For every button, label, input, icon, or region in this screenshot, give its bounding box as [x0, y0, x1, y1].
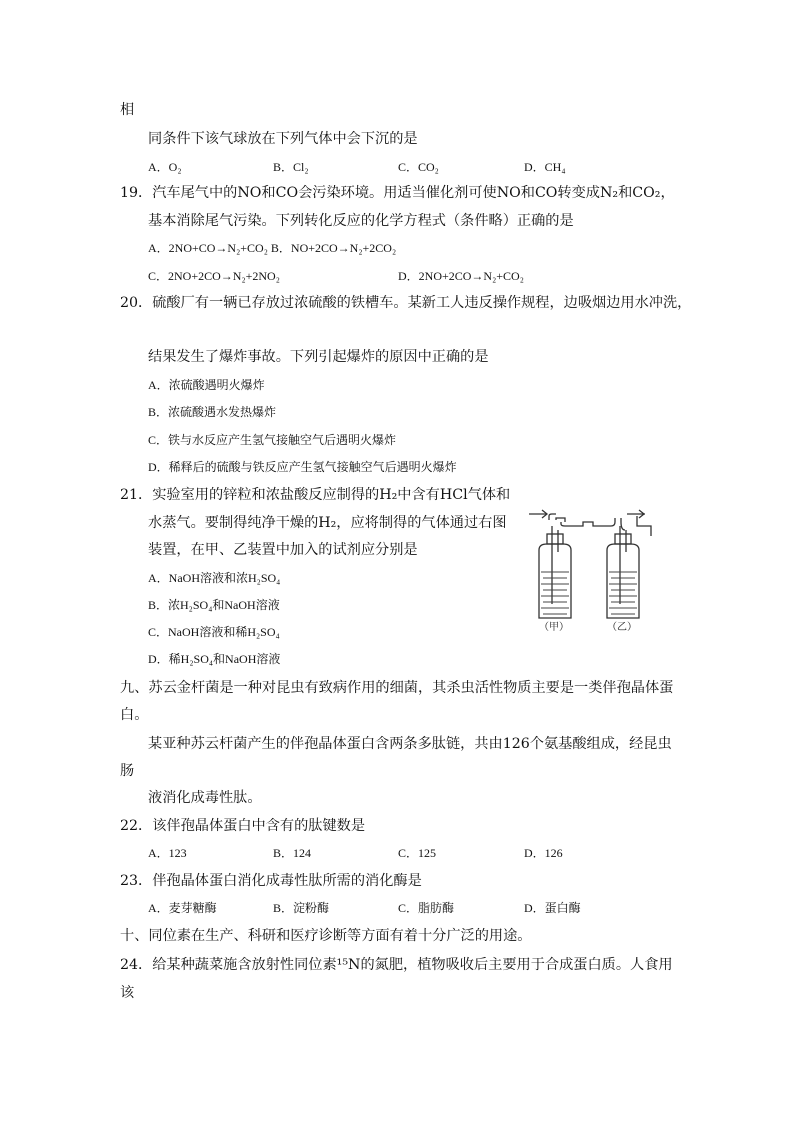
- question-21-stem-cont2: 装置，在甲、乙装置中加入的试剂应分别是: [148, 542, 418, 558]
- q23-option-b: B．淀粉酶: [273, 901, 330, 915]
- question-23-stem: 23．伴孢晶体蛋白消化成毒性肽所需的消化酶是: [120, 873, 422, 889]
- section-9-text-cont: 肠: [120, 763, 135, 779]
- q19-options-ab: A．2NO+CO→N₂+CO₂ B．NO+2CO→N₂+2CO₂: [148, 241, 397, 255]
- q23-option-d: D．蛋白酶: [524, 901, 581, 915]
- q21-option-c: C．NaOH溶液和稀H₂SO₄: [148, 625, 280, 639]
- q18-option-b: B．Cl₂: [273, 160, 309, 174]
- question-19-stem: 19．汽车尾气中的NO和CO会污染环境。用适当催化剂可使NO和CO转变成N₂和CO₂，: [120, 185, 675, 201]
- q20-option-a: A．浓硫酸遇明火爆炸: [148, 378, 265, 392]
- section-9-heading: 九、苏云金杆菌是一种对昆虫有致病作用的细菌，其杀虫活性物质主要是一类伴孢晶体蛋: [120, 680, 674, 696]
- q19-option-d: D．2NO+2CO→N₂+CO₂: [398, 269, 524, 283]
- q18-option-a: A．O₂: [148, 160, 182, 174]
- question-24-stem: 24．给某种蔬菜施含放射性同位素¹⁵N的氮肥，植物吸收后主要用于合成蛋白质。人食用: [120, 957, 673, 973]
- q22-option-c: C．125: [398, 846, 437, 860]
- q20-option-c: C．铁与水反应产生氢气接触空气后遇明火爆炸: [148, 433, 397, 447]
- question-24-stem-cont: 该: [120, 985, 135, 1001]
- q22-option-d: D．126: [524, 846, 563, 860]
- q20-option-d: D．稀释后的硫酸与铁反应产生氢气接触空气后遇明火爆炸: [148, 460, 457, 474]
- q23-option-a: A．麦芽糖酶: [148, 901, 217, 915]
- section-9-text: 某亚种苏云杆菌产生的伴孢晶体蛋白含两条多肽链，共由126个氨基酸组成，经昆虫: [148, 736, 672, 752]
- question-19-stem-cont: 基本消除尾气污染。下列转化反应的化学方程式（条件略）正确的是: [148, 213, 574, 229]
- gas-washing-bottles-figure: [525, 506, 665, 634]
- q18-option-c: C．CO₂: [398, 160, 439, 174]
- section-9-text-cont2: 液消化成毒性肽。: [148, 790, 262, 806]
- question-20-stem: 20．硫酸厂有一辆已存放过浓硫酸的铁槽车。某新工人违反操作规程，边吸烟边用水冲洗，: [120, 295, 692, 311]
- question-21-stem-cont: 水蒸气。要制得纯净干燥的H₂，应将制得的气体通过右图: [148, 515, 507, 531]
- figure-label-jia: （甲）: [539, 622, 569, 633]
- question-21-stem: 21．实验室用的锌粒和浓盐酸反应制得的H₂中含有HCl气体和: [120, 487, 511, 503]
- question-20-stem-cont: 结果发生了爆炸事故。下列引起爆炸的原因中正确的是: [148, 349, 489, 365]
- q22-option-a: A．123: [148, 846, 187, 860]
- q20-option-b: B．浓硫酸遇水发热爆炸: [148, 405, 277, 419]
- question-22-stem: 22．该伴孢晶体蛋白中含有的肽键数是: [120, 818, 366, 834]
- q18-option-d: D．CH₄: [524, 160, 566, 174]
- section-9-heading-cont: 白。: [120, 707, 149, 723]
- q19-option-c: C．2NO+2CO→N₂+2NO₂: [148, 269, 280, 283]
- question-18-stem: 同条件下该气球放在下列气体中会下沉的是: [148, 131, 418, 147]
- figure-label-yi: （乙）: [607, 622, 637, 633]
- q21-option-a: A．NaOH溶液和浓H₂SO₄: [148, 571, 281, 585]
- text-line: 相: [120, 102, 135, 118]
- section-10-heading: 十、同位素在生产、科研和医疗诊断等方面有着十分广泛的用途。: [120, 928, 532, 944]
- q23-option-c: C．脂肪酶: [398, 901, 455, 915]
- q22-option-b: B．124: [273, 846, 312, 860]
- q21-option-d: D．稀H₂SO₄和NaOH溶液: [148, 652, 281, 666]
- q21-option-b: B．浓H₂SO₄和NaOH溶液: [148, 598, 280, 612]
